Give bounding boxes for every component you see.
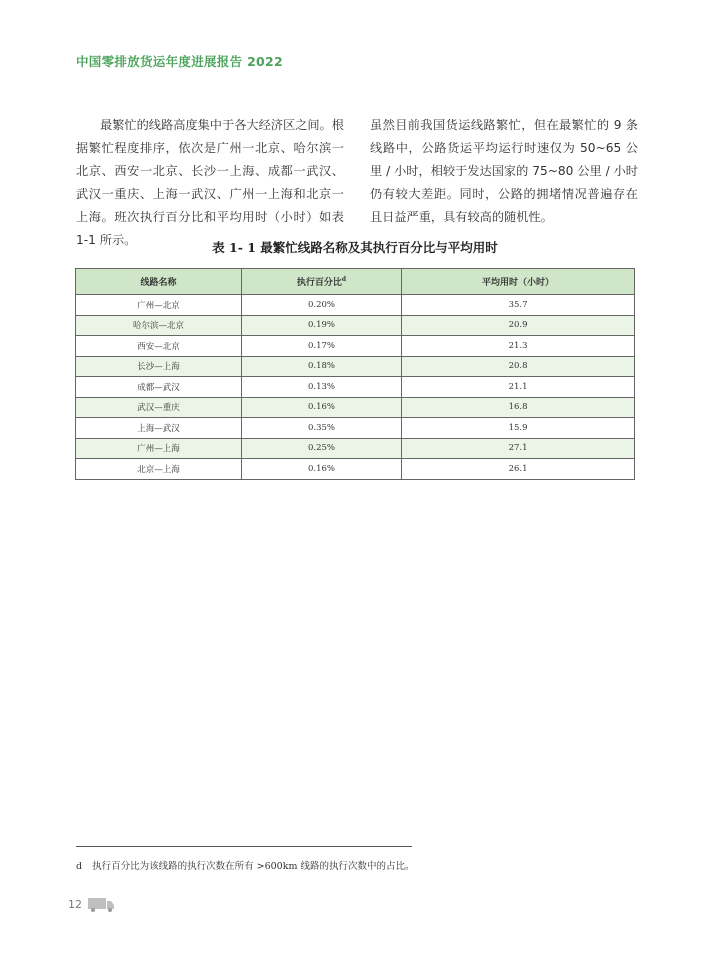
percent-cell: 0.35% <box>241 418 401 439</box>
time-cell: 27.1 <box>402 438 635 459</box>
route-cell: 广州—北京 <box>76 295 242 316</box>
percent-cell: 0.20% <box>241 295 401 316</box>
route-cell: 广州—上海 <box>76 438 242 459</box>
report-title: 中国零排放货运年度进展报告 <box>76 54 243 69</box>
report-year: 2022 <box>247 54 284 69</box>
footnote-divider <box>76 846 412 847</box>
percent-cell: 0.16% <box>241 397 401 418</box>
table-row <box>76 315 635 336</box>
time-cell: 20.8 <box>402 356 635 377</box>
footnote <box>76 858 415 872</box>
time-cell: 20.9 <box>402 315 635 336</box>
route-cell: 上海—武汉 <box>76 418 242 439</box>
percent-cell: 0.18% <box>241 356 401 377</box>
table-row <box>76 397 635 418</box>
routes-table <box>75 268 635 480</box>
route-cell: 哈尔滨—北京 <box>76 315 242 336</box>
footnote-ref: d <box>341 276 347 283</box>
route-cell: 长沙—上海 <box>76 356 242 377</box>
time-cell: 21.1 <box>402 377 635 398</box>
table-row <box>76 418 635 439</box>
time-cell: 35.7 <box>402 295 635 316</box>
truck-icon <box>88 897 115 916</box>
footnote-mark: d <box>76 861 83 872</box>
table-row <box>76 295 635 316</box>
percent-cell: 0.25% <box>241 438 401 459</box>
left-paragraph: 最繁忙的线路高度集中于各大经济区之间。根据繁忙程度排序，依次是广州一北京、哈尔滨一北京、西安一北京、长沙一上海、成都一武汉、武汉一重庆、上海一武汉、广州一上海和北京一上海。班次执行百分比和平均用时（小时）如表 1-1 所示。 <box>76 118 344 247</box>
route-cell: 北京—上海 <box>76 459 242 480</box>
time-cell: 15.9 <box>402 418 635 439</box>
footnote-text: 执行百分比为该线路的执行次数在所有 >600km 线路的执行次数中的占比。 <box>92 861 415 872</box>
right-paragraph: 虽然目前我国货运线路繁忙，但在最繁忙的 9 条线路中，公路货运平均运行时速仅为 50~65 公里 / 小时，相较于发达国家的 75~80 公里 / 小时仍有较大差距。同时，公路的拥堵情况普遍存在且日益严重，具有较高的随机性。 <box>370 118 638 224</box>
percent-cell: 0.17% <box>241 336 401 357</box>
time-cell: 21.3 <box>402 336 635 357</box>
page-number: 12 <box>68 898 82 911</box>
time-cell: 26.1 <box>402 459 635 480</box>
table-row <box>76 336 635 357</box>
header-percent-label: 执行百分比 <box>296 278 342 288</box>
table-row <box>76 356 635 377</box>
route-cell: 武汉—重庆 <box>76 397 242 418</box>
table-row <box>76 377 635 398</box>
percent-cell: 0.16% <box>241 459 401 480</box>
table-header-row <box>76 269 635 295</box>
table-title: 表 1- 1 最繁忙线路名称及其执行百分比与平均用时 <box>212 240 498 255</box>
header-time: 平均用时（小时） <box>402 269 635 295</box>
time-cell: 16.8 <box>402 397 635 418</box>
header-percent <box>241 269 401 295</box>
table-row <box>76 438 635 459</box>
table-row <box>76 459 635 480</box>
percent-cell: 0.19% <box>241 315 401 336</box>
report-header <box>76 52 283 70</box>
percent-cell: 0.13% <box>241 377 401 398</box>
route-cell: 成都—武汉 <box>76 377 242 398</box>
route-cell: 西安—北京 <box>76 336 242 357</box>
header-route: 线路名称 <box>76 269 242 295</box>
